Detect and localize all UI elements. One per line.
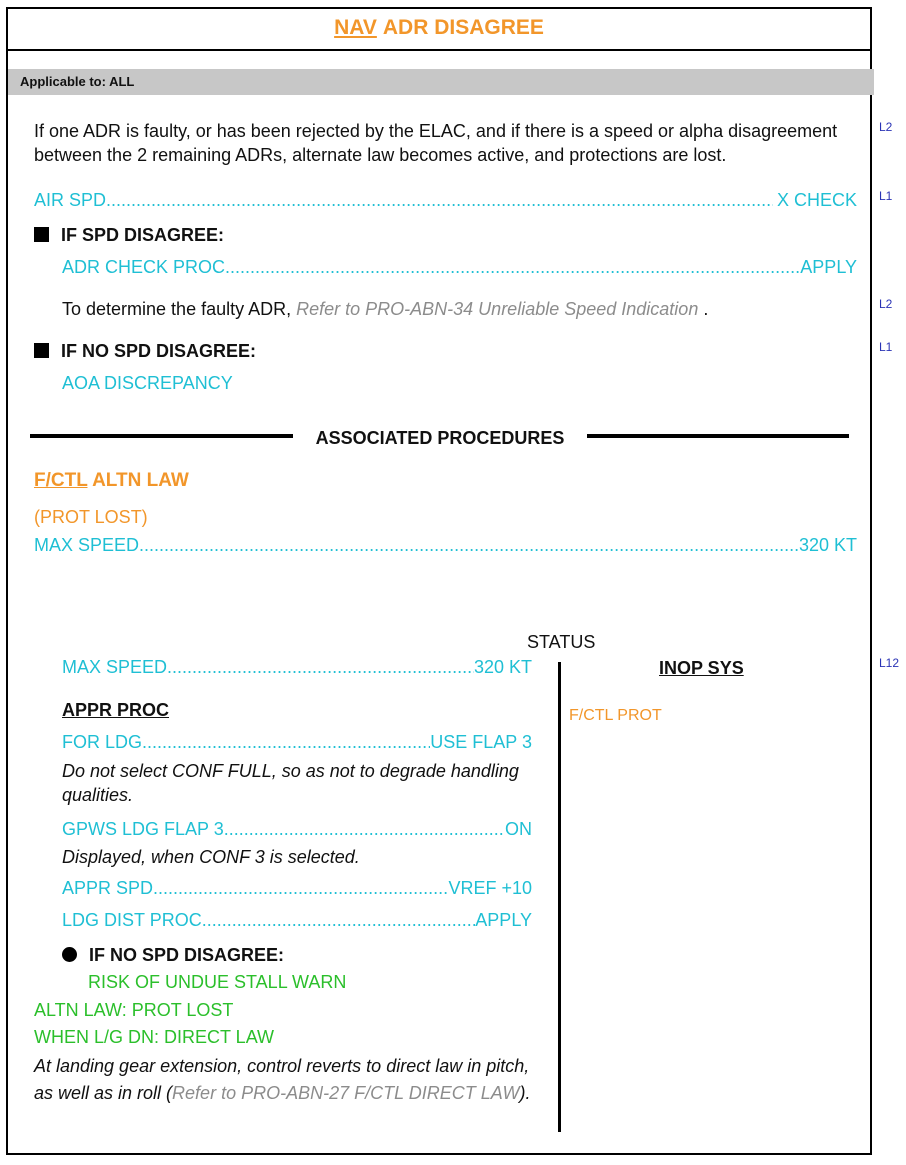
air-spd-row <box>34 188 857 212</box>
status-divider <box>558 662 561 1132</box>
leader-dots <box>106 188 773 212</box>
intro-elac: ELAC <box>418 121 466 141</box>
adr-check-label: ADR CHECK PROC <box>62 257 226 277</box>
unreliable-speed-link[interactable]: Refer to PRO-ABN-34 Unreliable Speed Indication <box>296 299 699 319</box>
inop-fctl-prot: F/CTL PROT <box>569 707 662 724</box>
aoa-discrepancy: AOA DISCREPANCY <box>62 373 233 393</box>
if-no-spd-disagree-heading <box>34 339 256 363</box>
level-marker: L2 <box>879 297 893 311</box>
intro-paragraph <box>34 119 860 167</box>
when-lg-dn: WHEN L/G DN: DIRECT LAW <box>34 1027 275 1047</box>
if-spd-disagree-heading <box>34 223 224 247</box>
if-spd-disagree-text: IF SPD DISAGREE: <box>61 225 225 245</box>
leader-dots <box>142 730 430 754</box>
inop-sys-heading: INOP SYS <box>659 658 744 678</box>
separator-line-left <box>30 434 293 438</box>
for-ldg-row <box>62 730 532 754</box>
air-spd-value: X CHECK <box>776 190 857 210</box>
gpws-value: ON <box>505 819 532 839</box>
square-bullet-icon <box>34 227 49 242</box>
risk-stall-warn: RISK OF UNDUE STALL WARN <box>88 972 347 992</box>
leader-dots <box>224 817 505 841</box>
if-no-spd-disagree-text: IF NO SPD DISAGREE: <box>61 341 257 361</box>
status-max-speed-value: 320 KT <box>473 657 532 677</box>
faulty-adr-note <box>62 297 862 321</box>
note-suffix: . <box>698 299 709 319</box>
appr-spd-label: APPR SPD <box>62 878 154 898</box>
status-max-speed-row <box>62 655 532 679</box>
leader-dots <box>225 255 800 279</box>
appr-proc-heading: APPR PROC <box>62 700 170 720</box>
gpws-note: Displayed, when CONF 3 is selected. <box>62 847 360 867</box>
gpws-row <box>62 817 532 841</box>
leader-dots <box>202 908 476 932</box>
associated-procedures-heading: ASSOCIATED PROCEDURES <box>315 428 565 448</box>
ldg-dist-row <box>62 908 532 932</box>
intro-part1: If one ADR is faulty, or has been rejected by the <box>34 121 419 141</box>
max-speed-value: 320 KT <box>798 535 857 555</box>
round-bullet-icon <box>62 947 77 962</box>
note-prefix: To determine the faulty ADR, <box>62 299 297 319</box>
gear-extension-note <box>34 1053 540 1107</box>
square-bullet-icon <box>34 343 49 358</box>
air-spd-label: AIR SPD <box>34 190 107 210</box>
title-text: ADR DISAGREE <box>382 16 544 39</box>
fctl-prefix: F/CTL <box>34 470 88 491</box>
title-prefix: NAV <box>334 16 377 39</box>
procedure-title <box>6 7 872 51</box>
status-max-speed-label: MAX SPEED <box>62 657 168 677</box>
appr-spd-value: VREF +10 <box>448 878 532 898</box>
status-heading: STATUS <box>527 632 596 652</box>
conf-full-note: Do not select CONF FULL, so as not to degrade handling qualities. <box>62 761 519 805</box>
for-ldg-label: FOR LDG <box>62 732 143 752</box>
gear-note-text: At landing gear extension, control reverts to direct law in pitch, as well as in roll ( <box>34 1056 530 1103</box>
gpws-label: GPWS LDG FLAP 3 <box>62 819 224 839</box>
appr-spd-row <box>62 876 532 900</box>
level-marker: L2 <box>879 120 893 134</box>
status-border <box>6 632 8 1155</box>
direct-law-link[interactable]: Refer to PRO-ABN-27 F/CTL DIRECT LAW <box>172 1083 520 1103</box>
ldg-dist-value: APPLY <box>475 910 532 930</box>
level-marker: L1 <box>879 340 893 354</box>
adr-check-row <box>62 255 857 279</box>
altn-law-prot-lost: ALTN LAW: PROT LOST <box>34 1000 234 1020</box>
for-ldg-value: USE FLAP 3 <box>430 732 532 752</box>
level-marker: L1 <box>879 189 893 203</box>
ldg-dist-label: LDG DIST PROC <box>62 910 202 930</box>
max-speed-label: MAX SPEED <box>34 535 140 555</box>
prot-lost-subtitle: (PROT LOST) <box>34 507 148 527</box>
fctl-title: ALTN LAW <box>92 470 189 491</box>
separator-line-right <box>587 434 849 438</box>
gear-note-end: ). <box>519 1083 531 1103</box>
leader-dots <box>139 533 799 557</box>
status-no-spd-heading <box>62 943 284 967</box>
status-no-spd-text: IF NO SPD DISAGREE: <box>89 945 285 965</box>
level-marker: L12 <box>879 656 900 670</box>
leader-dots <box>167 655 474 679</box>
applicability-bar: Applicable to: ALL <box>8 69 874 95</box>
intro-part2: , and if there is a speed or alpha disagreement between the 2 remaining ADRs, alternate law becomes active, and protections are lost. <box>34 121 838 165</box>
fctl-max-speed-row <box>34 533 857 557</box>
fctl-altn-law-title <box>34 469 189 493</box>
adr-check-value: APPLY <box>800 257 857 277</box>
leader-dots <box>153 876 448 900</box>
